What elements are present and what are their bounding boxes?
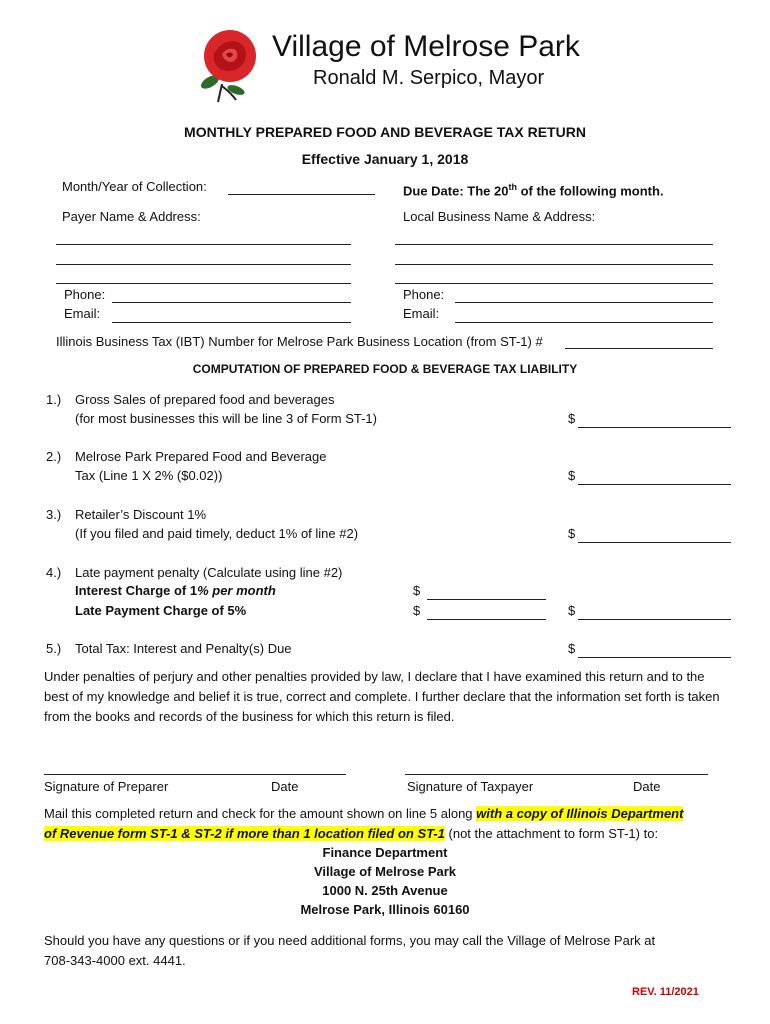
- payer-phone-label: Phone:: [64, 287, 106, 302]
- payer-phone-field[interactable]: [112, 302, 351, 303]
- item-2-number: 2.): [46, 449, 62, 464]
- address-line-3: 1000 N. 25th Avenue: [322, 883, 448, 898]
- contact-line-1: Should you have any questions or if you need additional forms, you may call the Village of Melrose Park at: [44, 933, 656, 948]
- item-2-dollar: $: [568, 468, 576, 483]
- contact-line-2: 708-343-4000 ext. 4441.: [44, 953, 186, 968]
- month-year-field[interactable]: [228, 194, 375, 195]
- village-logo: [192, 24, 272, 104]
- form-title: MONTHLY PREPARED FOOD AND BEVERAGE TAX RETURN: [184, 124, 586, 140]
- payer-label: Payer Name & Address:: [62, 209, 201, 224]
- item-5-dollar: $: [568, 641, 576, 656]
- taxpayer-signature-label: Signature of Taxpayer: [407, 779, 534, 794]
- address-line-1: Finance Department: [322, 845, 448, 860]
- business-address-line-3[interactable]: [395, 283, 713, 284]
- payer-address-line-3[interactable]: [56, 283, 351, 284]
- mail-highlight-1: with a copy of Illinois Department: [476, 806, 684, 821]
- address-line-2: Village of Melrose Park: [313, 864, 457, 879]
- mail-highlight-2: of Revenue form ST-1 & ST-2 if more than 1 location filed on ST-1: [44, 826, 445, 841]
- item-4-amount-field[interactable]: [578, 619, 731, 620]
- late-charge-label: Late Payment Charge of 5%: [75, 603, 247, 618]
- item-3-dollar: $: [568, 526, 576, 541]
- taxpayer-signature-line[interactable]: [405, 774, 708, 775]
- business-label: Local Business Name & Address:: [403, 209, 596, 224]
- item-4-number: 4.): [46, 565, 62, 580]
- revision-label: REV. 11/2021: [632, 986, 699, 998]
- business-email-label: Email:: [403, 306, 440, 321]
- item-5-amount-field[interactable]: [578, 657, 731, 658]
- item-2-line1: Melrose Park Prepared Food and Beverage: [75, 449, 327, 464]
- business-address-line-1[interactable]: [395, 244, 713, 245]
- effective-date: Effective January 1, 2018: [301, 151, 469, 167]
- item-1-line1: Gross Sales of prepared food and beverages: [75, 392, 335, 407]
- interest-dollar: $: [413, 583, 421, 598]
- computation-heading: COMPUTATION OF PREPARED FOOD & BEVERAGE TAX LIABILITY: [192, 362, 578, 376]
- item-3-number: 3.): [46, 507, 62, 522]
- item-4-dollar: $: [568, 603, 576, 618]
- declaration-text: Under penalties of perjury and other penalties provided by law, I declare that I have examined this return and to the best of my knowledge and belief it is true, correct and complete. I further declare that the information set forth is taken from the books and records of the business for which this return is filed.: [44, 669, 720, 724]
- item-1-dollar: $: [568, 411, 576, 426]
- item-5-number: 5.): [46, 641, 62, 656]
- header-title: Village of Melrose Park: [272, 30, 580, 63]
- ibt-field[interactable]: [565, 348, 713, 349]
- item-2-line2: Tax (Line 1 X 2% ($0.02)): [75, 468, 223, 483]
- item-1-amount-field[interactable]: [578, 427, 731, 428]
- rose-icon: [192, 24, 272, 104]
- payer-email-field[interactable]: [112, 322, 351, 323]
- address-line-4: Melrose Park, Illinois 60160: [300, 902, 470, 917]
- preparer-signature-label: Signature of Preparer: [44, 779, 169, 794]
- payer-address-line-1[interactable]: [56, 244, 351, 245]
- ibt-label: Illinois Business Tax (IBT) Number for Melrose Park Business Location (from ST-1) #: [56, 334, 543, 349]
- item-1-line2: (for most businesses this will be line 3 of Form ST-1): [75, 411, 377, 426]
- item-1-number: 1.): [46, 392, 62, 407]
- preparer-date-label: Date: [271, 779, 299, 794]
- late-dollar: $: [413, 603, 421, 618]
- payer-address-line-2[interactable]: [56, 264, 351, 265]
- taxpayer-date-label: Date: [633, 779, 661, 794]
- item-3-line1: Retailer’s Discount 1%: [75, 507, 207, 522]
- payer-email-label: Email:: [64, 306, 101, 321]
- item-5-line1: Total Tax: Interest and Penalty(s) Due: [75, 641, 292, 656]
- interest-amount-field[interactable]: [427, 599, 546, 600]
- late-amount-field[interactable]: [427, 619, 546, 620]
- interest-charge-label: Interest Charge of 1% per month: [75, 583, 276, 598]
- due-date: Due Date: The 20th of the following month.: [403, 182, 664, 199]
- business-address-line-2[interactable]: [395, 264, 713, 265]
- business-phone-label: Phone:: [403, 287, 445, 302]
- mail-instructions: Mail this completed return and check for the amount shown on line 5 along with a copy of Illinois Department of Revenue form ST-1 & ST-2 if more than 1 location filed on ST-1 (not the attachment to form ST-1) to:: [44, 806, 684, 841]
- preparer-signature-line[interactable]: [44, 774, 346, 775]
- item-4-line1: Late payment penalty (Calculate using line #2): [75, 565, 343, 580]
- month-year-label: Month/Year of Collection:: [62, 179, 207, 194]
- item-3-amount-field[interactable]: [578, 542, 731, 543]
- business-phone-field[interactable]: [455, 302, 713, 303]
- business-email-field[interactable]: [455, 322, 713, 323]
- item-3-line2: (If you filed and paid timely, deduct 1% of line #2): [75, 526, 359, 541]
- header-subtitle: Ronald M. Serpico, Mayor: [313, 67, 545, 89]
- item-2-amount-field[interactable]: [578, 484, 731, 485]
